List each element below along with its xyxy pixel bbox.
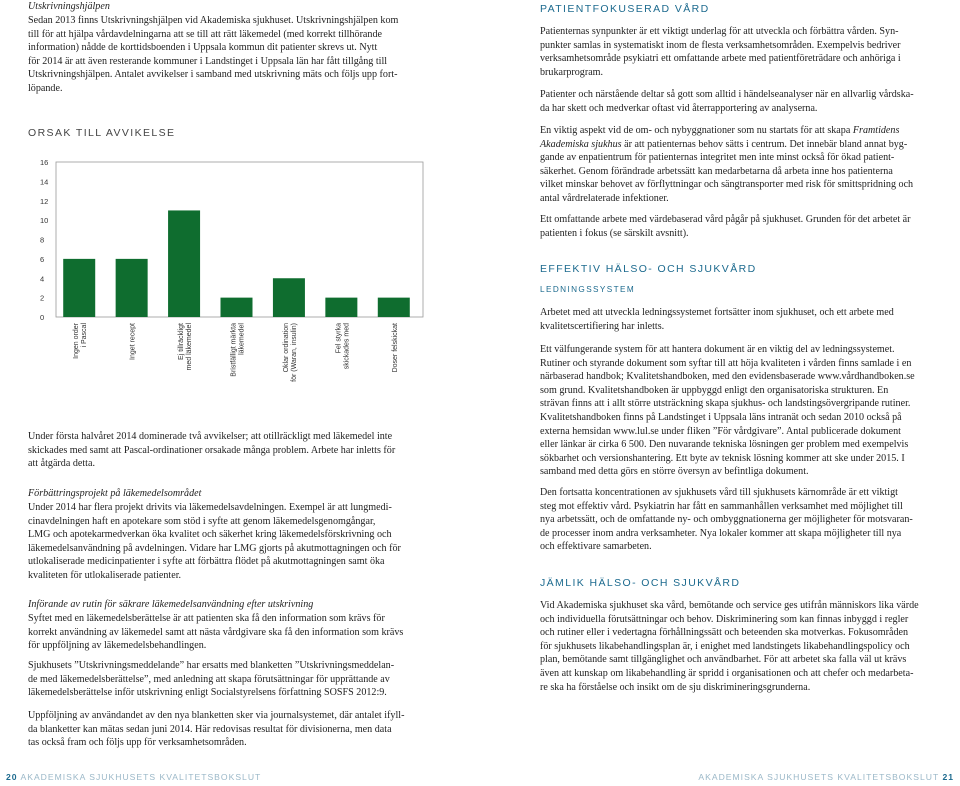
text-line: Uppföljning av användandet av den nya blanketten sker via journalsystemet, där antalet ifyll-	[28, 710, 405, 721]
text-line: externa hemsidan www.lul.se under fliken ”För vårdgivare”. Antal publicerade dokument	[540, 425, 901, 437]
footer-left	[6, 772, 261, 782]
text-line: att åtgärda detta.	[28, 458, 95, 470]
bar-3	[221, 298, 253, 317]
heading-jamlik-halso-och-sjukvard: JÄMLIK HÄLSO- OCH SJUKVÅRD	[540, 577, 741, 589]
paragraph-forbattringsprojekt	[28, 501, 428, 583]
text-line: närbaserad handbok; Kvalitetshandboken, med den evidensbaserade www.vårdhandboken.se	[540, 371, 915, 383]
paragraph-likabehandling	[540, 599, 945, 694]
text-line: sökbarhet och versionshantering. Ett byte av teknisk lösning kommer att ske under 2015. I	[540, 452, 905, 464]
category-label-4	[283, 323, 298, 382]
text-line: Patienternas synpunkter är ett viktigt underlag för att utveckla och förbättra vården. Syn-	[540, 26, 899, 37]
text-line: verksamhetsområde psykiatri ett omfattande arbete med patientföreträdare och anhöriga i	[540, 53, 901, 65]
deviation-cause-chart	[28, 150, 423, 390]
text-line: nya arbetssätt, och de omfattande ny- och ombyggnationerna ger möjligheter för motsvaran-	[540, 514, 913, 526]
heading-patientfokuserad-vard: PATIENTFOKUSERAD VÅRD	[540, 3, 710, 15]
category-label-3	[231, 323, 246, 377]
text-line: för sjukhusets likabehandlingsplan är, i enighet med landstingets likabehandlingspolicy och	[540, 640, 910, 652]
text-line: re ska ha förståelse och insikt om de sju diskrimineringsgrunderna.	[540, 681, 811, 693]
heading-effektiv-halso-och-sjukvard: EFFEKTIV HÄLSO- OCH SJUKVÅRD	[540, 263, 757, 275]
text-line: och rutiner eller i vedertagna förhållningssätt och beteenden ska motverkas. Fokusområden	[540, 627, 909, 639]
section-title-inforande-av-rutin: Införande av rutin för säkrare läkemedelsanvändning efter utskrivning	[28, 599, 314, 610]
paragraph-utskrivningsmeddelande	[28, 659, 428, 700]
category-label-6	[392, 323, 399, 372]
paragraph-inforande-av-rutin	[28, 612, 428, 653]
text-line: Under 2014 har flera projekt drivits via läkemedelsavdelningen. Exempel är att lungmedi-	[28, 502, 392, 513]
category-label-line: med läkemedel	[186, 323, 194, 371]
text-line: LMG och apotekarmedverkan öka kvalitet och säkerhet kring läkemedelsförskrivning och	[28, 529, 392, 541]
text-line: säkerhet. Genom förändrade arbetssätt kan medarbetarna då arbeta inne hos patienterna	[540, 165, 893, 177]
category-label-line: Inget recept	[129, 323, 137, 360]
chart-heading: ORSAK TILL AVVIKELSE	[28, 127, 176, 139]
text-line: Patienter och närstående deltar så gott som alltid i händelseanalyser när en allvarlig vårdska-	[540, 89, 914, 100]
text-line: Vid Akademiska sjukhuset ska vård, bemötande och service ges utifrån människors lika värde	[540, 600, 919, 611]
text-segment: är att patienternas behov sätts i centrum. Det innebär bland annat byg-	[621, 138, 908, 150]
text-line: gande av enpatientrum för patienternas integritet men inte minst också för ökad patient-	[540, 152, 895, 164]
text-line	[540, 124, 945, 138]
bar-0	[63, 259, 95, 317]
page-number-right: 21	[942, 772, 954, 782]
text-line: utlokaliserade medicinpatienter i syfte att förbättra flödet på akutmottagningen samt öka	[28, 556, 385, 568]
text-line: brukarprogram.	[540, 66, 604, 78]
paragraph-vardebaserad-vard	[540, 213, 945, 240]
section-title-forbattringsprojekt: Förbättringsprojekt på läkemedelsområdet	[28, 488, 202, 499]
text-line: da har skett och medverkar oftast vid återrapportering av analyserna.	[540, 102, 818, 114]
footer-title-right: AKADEMISKA SJUKHUSETS KVALITETSBOKSLUT	[698, 772, 940, 782]
y-tick-label: 16	[40, 158, 49, 167]
text-line: Under första halvåret 2014 dominerade två avvikelser; att otillräckligt med läkemedel inte	[28, 431, 393, 442]
footer-title-left: AKADEMISKA SJUKHUSETS KVALITETSBOKSLUT	[20, 772, 262, 782]
text-line: för 2014 är att även resterande kommuner i Landstinget i Uppsala län har fått tillgång till	[28, 55, 388, 67]
text-line: Utskrivningshjälpen. Antalet avvikelser i samband med utskrivning mäts och följs upp fort-	[28, 69, 398, 81]
text-line: plan, bemötande samt tillgänglighet och användbarhet. För att arbetet ska falla väl ut krävs	[540, 654, 907, 666]
paragraph-handelseanalyser	[540, 88, 945, 115]
text-line: till för att hjälpa vårdavdelningarna att se till att rätt läkemedel (med korrekt tillhörande	[28, 28, 382, 40]
y-tick-label: 8	[40, 235, 45, 245]
text-line: patienten i fokus (se särskilt avsnitt).	[540, 227, 689, 239]
text-line: och effektivare samarbeten.	[540, 541, 652, 553]
y-tick-label: 4	[40, 274, 45, 284]
text-line: strävan finns att i allt större utsträckning skapa sjukhus- och landstingsövergripande rutiner.	[540, 398, 911, 410]
text-line: Ett välfungerande system för att hantera dokument är en viktig del av ledningssystemet.	[540, 344, 895, 355]
text-line	[540, 138, 945, 152]
category-label-2	[178, 323, 193, 371]
text-line: cinavdelningen haft en apotekare som stöd i syfte att genom läkemedelsgenomgångar,	[28, 515, 376, 527]
text-line: läkemedelsberättelse inför utskrivning enligt Socialstyrelsens författning SOSFS 2012:9.	[28, 687, 387, 699]
text-line: kvaliteten för utlokaliserade patienter.	[28, 569, 182, 581]
text-line: Sjukhusets ”Utskrivningsmeddelande” har ersatts med blanketten ”Utskrivningsmeddelan-	[28, 660, 395, 671]
category-label-line: i Pascal	[81, 323, 89, 348]
text-line: skickades med samt att Pascal-ordinationer orsakade många problem. Arbete har inletts för	[28, 444, 396, 456]
paragraph-ledningssystemet	[540, 306, 945, 333]
text-segment-italic: Akademiska sjukhus	[540, 138, 622, 150]
text-line: Ett omfattande arbete med värdebaserad vård pågår på sjukhuset. Grunden för det arbetet är	[540, 214, 911, 225]
y-tick-label: 12	[40, 196, 49, 206]
text-line: tas också fram och följs upp för verksamhetsområden.	[28, 737, 247, 749]
page-number-left: 20	[6, 772, 18, 782]
category-label-0	[73, 322, 88, 358]
text-line: Sedan 2013 finns Utskrivningshjälpen vid Akademiska sjukhuset. Utskrivningshjälpen kom	[28, 15, 399, 26]
bar-5	[325, 298, 357, 317]
paragraph-kvalitetshandboken	[540, 343, 945, 479]
text-line: Arbetet med att utveckla ledningssystemet fortsätter inom sjukhuset, och ett arbete med	[540, 307, 894, 318]
text-line: de processer inom andra verksamheter. Nya lokaler kommer att skapa möjligheter till nya	[540, 527, 902, 539]
text-line: de med läkemedelsberättelse”, med anledning att skapa förutsättningar för upprättande av	[28, 673, 390, 685]
text-line: korrekt användning av läkemedel samt att nästa vårdgivare ska få den information som krävs	[28, 626, 404, 638]
text-line: steg mot effektiv vård. Psykiatrin har fått en sammanhållen verksamhet med möjlighet till	[540, 500, 903, 512]
paragraph-framtidens-akademiska	[540, 124, 945, 206]
text-line: läkemedelsanvändning på avdelningen. Vidare har LMG gjorts på akutmottagningen och för	[28, 542, 401, 554]
paragraph-uppfoljning	[28, 709, 428, 750]
text-segment-italic: Framtidens	[852, 125, 900, 136]
text-line: Kvalitetshandboken finns på Landstinget i Uppsala läns intranät och sedan 2010 också på	[540, 411, 902, 423]
text-line: da blanketter kan mätas sedan juni 2014. Här redovisas resultat för divisionerna, men data	[28, 723, 392, 735]
category-label-line: Ingen order	[73, 323, 81, 359]
category-label-line: skickades med	[343, 323, 351, 370]
paragraph-utskrivningshjalpen	[28, 14, 428, 96]
footer-right	[698, 772, 954, 782]
category-label-line: Ej tillräckligt	[178, 323, 186, 360]
text-line: Rutiner och styrande dokument som syftar till att höja kvaliteten i vården finns samlade i en	[540, 357, 912, 369]
category-label-line: Oklar ordination	[282, 323, 290, 373]
bar-1	[116, 259, 148, 317]
text-line: vilket minskar behovet av förflyttningar och sängtransporter med risk för smittspridning och	[540, 179, 914, 191]
text-line: som grund. Kvalitetshandboken är uppbyggd enligt den organisatoriska strukturen. En	[540, 384, 889, 396]
paragraph-forsta-halvaret	[28, 430, 428, 471]
category-label-5	[335, 323, 350, 369]
bar-2	[168, 210, 200, 317]
text-segment: En viktig aspekt vid de om- och nybyggnationer som nu startats för att skapa	[540, 125, 853, 136]
text-line: samband med detta görs en större översyn av befintliga dokument.	[540, 466, 809, 478]
category-label-line: Doser felskickat	[391, 323, 399, 373]
category-label-line: Bristfälligt märkta	[230, 323, 238, 377]
text-line: antal vårdrelaterade infektioner.	[540, 192, 669, 204]
subheading-ledningssystem: LEDNINGSSYSTEM	[540, 285, 636, 294]
y-tick-label: 2	[40, 293, 45, 303]
category-label-line: för (Waran, insulin)	[290, 323, 298, 382]
category-label-1	[130, 323, 137, 360]
text-line: och individuella förutsättningar och behov. Diskriminering som kan finnas inbyggd i regler	[540, 613, 909, 625]
y-tick-label: 10	[40, 216, 49, 226]
bar-4	[273, 278, 305, 317]
text-line: information) nådde de korttidsboenden i Uppsala kommun dit patienter skrevs ut. Nytt	[28, 42, 378, 54]
section-title-utskrivningshjalpen: Utskrivningshjälpen	[28, 1, 110, 12]
text-line: eller länkar är cirka 6 500. Den nuvarande tekniska lösningen ger problem med exempelvis	[540, 439, 909, 451]
y-tick-label: 14	[40, 177, 49, 187]
chart-frame	[56, 162, 423, 317]
text-line: löpande.	[28, 82, 63, 94]
category-label-line: läkemedel	[238, 323, 246, 355]
paragraph-patienternas-synpunkter	[540, 25, 945, 79]
bar-6	[378, 298, 410, 317]
paragraph-koncentrationen	[540, 486, 945, 554]
chart-canvas	[28, 150, 423, 390]
text-line: även att kunskap om likabehandling är spridd i organisationen och att chefer och medarbeta-	[540, 667, 914, 679]
text-line: kvalitetscertifiering har inletts.	[540, 320, 665, 332]
text-line: punkter samlas in systematiskt inom de flesta verksamhetsområden. Exempelvis bedriver	[540, 39, 901, 51]
text-line: Syftet med en läkemedelsberättelse är att patienten ska få den information som krävs för	[28, 613, 385, 624]
text-line: för uppföljning av läkemedelsbehandlingen.	[28, 640, 207, 652]
y-tick-label: 6	[40, 254, 45, 264]
text-line: Den fortsatta koncentrationen av sjukhusets vård till sjukhusets kärnområde är ett viktigt	[540, 487, 898, 498]
category-label-line: Fel styrka	[335, 323, 343, 354]
y-tick-label: 0	[40, 313, 45, 322]
